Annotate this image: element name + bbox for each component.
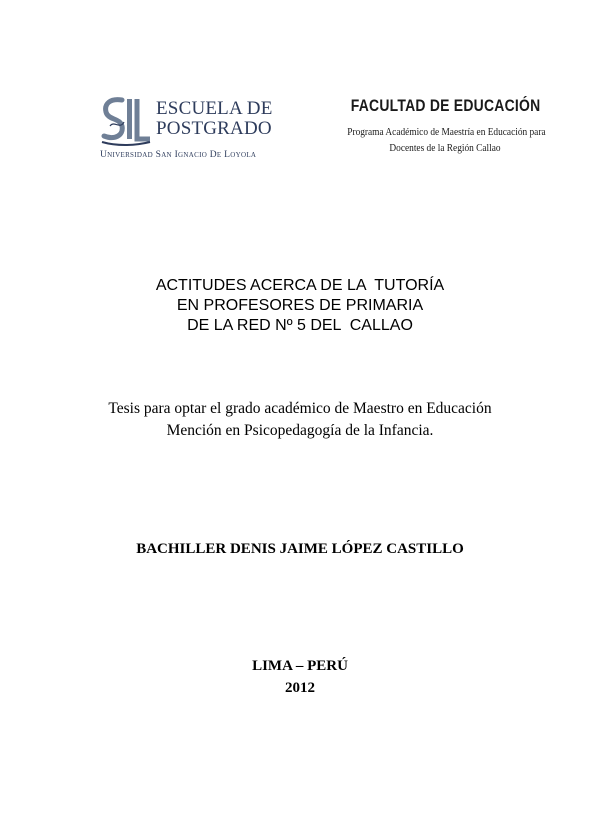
- thesis-place: LIMA – PERÚ: [252, 658, 348, 674]
- thesis-title: [0, 276, 600, 336]
- thesis-year: 2012: [285, 680, 315, 696]
- thesis-purpose: [0, 398, 600, 442]
- faculty-subtitle-line1: Programa Académico de Maestría en Educación para: [347, 126, 546, 138]
- faculty-subtitle-line2: Docentes de la Región Callao: [389, 142, 501, 154]
- university-name: Universidad San Ignacio De Loyola: [100, 150, 257, 160]
- thesis-title-line: DE LA RED Nº 5 DEL CALLAO: [187, 317, 413, 334]
- purpose-line2: Mención en Psicopedagogía de la Infancia.: [166, 422, 434, 439]
- faculty-title: FACULTAD DE EDUCACIÓN: [350, 96, 541, 115]
- escuela-postgrado-logo: [100, 96, 280, 166]
- thesis-title-line: ACTITUDES ACERCA DE LA TUTORÍA: [155, 277, 445, 294]
- faculty-header: [330, 96, 560, 156]
- escuela-line2: POSTGRADO: [156, 118, 272, 139]
- thesis-title-line: EN PROFESORES DE PRIMARIA: [176, 297, 424, 314]
- purpose-line1: Tesis para optar el grado académico de Maestro en Educación: [108, 400, 492, 417]
- thesis-author: BACHILLER DENIS JAIME LÓPEZ CASTILLO: [136, 541, 464, 557]
- escuela-line1: ESCUELA DE: [156, 98, 273, 119]
- sil-monogram-icon: [100, 96, 152, 146]
- place-and-year: [0, 655, 600, 699]
